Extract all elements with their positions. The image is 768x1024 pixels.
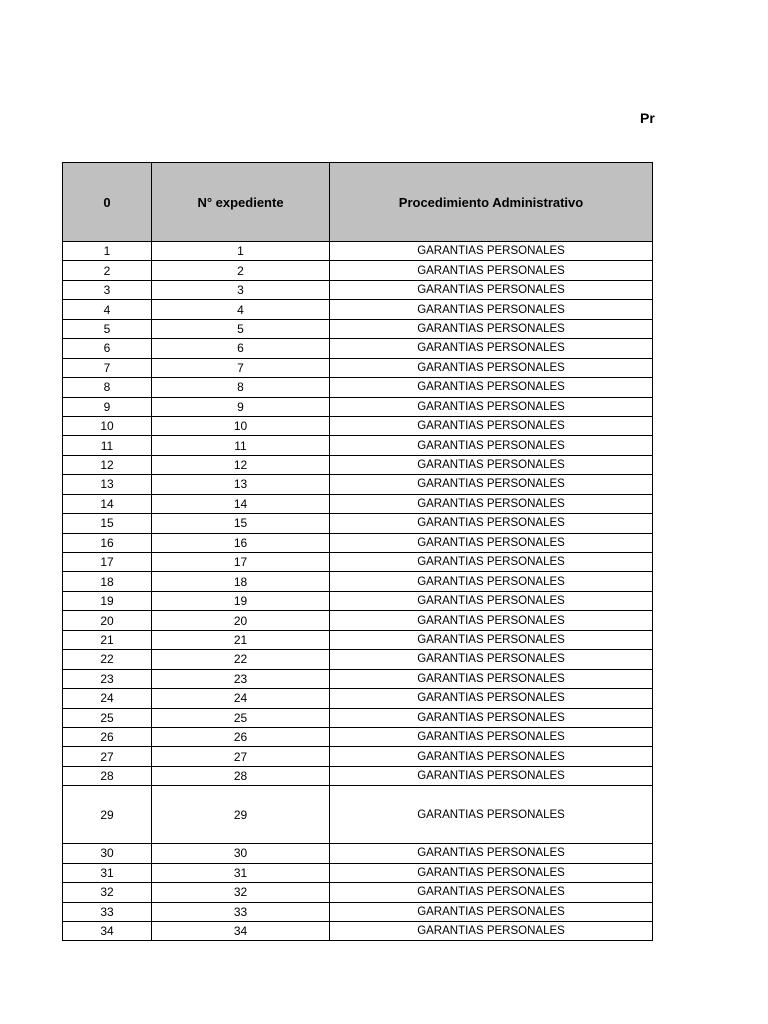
table-row — [63, 280, 653, 299]
cell-expediente: 4 — [152, 300, 330, 319]
table-row — [63, 358, 653, 377]
column-header-expediente: N° expediente — [152, 163, 330, 242]
table-row — [63, 630, 653, 649]
table-header-row — [63, 163, 653, 242]
table-row — [63, 689, 653, 708]
cell-procedimiento: GARANTIAS PERSONALES — [330, 436, 653, 455]
cell-procedimiento: GARANTIAS PERSONALES — [330, 553, 653, 572]
cell-procedimiento: GARANTIAS PERSONALES — [330, 922, 653, 941]
header-title-fragment: Pr — [640, 110, 655, 126]
cell-expediente: 25 — [152, 708, 330, 727]
cell-number: 26 — [63, 727, 152, 746]
cell-number: 34 — [63, 922, 152, 941]
cell-expediente: 2 — [152, 261, 330, 280]
table-row — [63, 844, 653, 863]
cell-number: 1 — [63, 242, 152, 261]
cell-expediente: 5 — [152, 319, 330, 338]
table-row — [63, 242, 653, 261]
cell-procedimiento: GARANTIAS PERSONALES — [330, 766, 653, 785]
cell-number: 22 — [63, 650, 152, 669]
cell-procedimiento: GARANTIAS PERSONALES — [330, 358, 653, 377]
cell-expediente: 12 — [152, 455, 330, 474]
table-row — [63, 514, 653, 533]
cell-number: 5 — [63, 319, 152, 338]
cell-expediente: 27 — [152, 747, 330, 766]
cell-procedimiento: GARANTIAS PERSONALES — [330, 863, 653, 882]
cell-number: 12 — [63, 455, 152, 474]
cell-procedimiento: GARANTIAS PERSONALES — [330, 339, 653, 358]
cell-expediente: 22 — [152, 650, 330, 669]
expedientes-table — [62, 162, 653, 941]
cell-number: 20 — [63, 611, 152, 630]
cell-expediente: 26 — [152, 727, 330, 746]
cell-expediente: 34 — [152, 922, 330, 941]
column-header-procedimiento: Procedimiento Administrativo — [330, 163, 653, 242]
cell-number: 28 — [63, 766, 152, 785]
cell-procedimiento: GARANTIAS PERSONALES — [330, 689, 653, 708]
cell-number: 8 — [63, 378, 152, 397]
cell-expediente: 30 — [152, 844, 330, 863]
cell-procedimiento: GARANTIAS PERSONALES — [330, 280, 653, 299]
cell-expediente: 10 — [152, 416, 330, 435]
cell-procedimiento: GARANTIAS PERSONALES — [330, 319, 653, 338]
cell-number: 2 — [63, 261, 152, 280]
table-body — [63, 242, 653, 941]
table-row — [63, 883, 653, 902]
cell-expediente: 19 — [152, 591, 330, 610]
cell-procedimiento: GARANTIAS PERSONALES — [330, 630, 653, 649]
table-row — [63, 902, 653, 921]
cell-procedimiento: GARANTIAS PERSONALES — [330, 669, 653, 688]
cell-procedimiento: GARANTIAS PERSONALES — [330, 844, 653, 863]
cell-number: 25 — [63, 708, 152, 727]
cell-procedimiento: GARANTIAS PERSONALES — [330, 378, 653, 397]
cell-expediente: 17 — [152, 553, 330, 572]
cell-number: 23 — [63, 669, 152, 688]
cell-expediente: 6 — [152, 339, 330, 358]
table-row — [63, 533, 653, 552]
cell-expediente: 3 — [152, 280, 330, 299]
cell-procedimiento: GARANTIAS PERSONALES — [330, 300, 653, 319]
cell-expediente: 15 — [152, 514, 330, 533]
cell-expediente: 8 — [152, 378, 330, 397]
cell-number: 27 — [63, 747, 152, 766]
cell-procedimiento: GARANTIAS PERSONALES — [330, 786, 653, 844]
cell-expediente: 29 — [152, 786, 330, 844]
table-row — [63, 766, 653, 785]
table-row — [63, 863, 653, 882]
table-row — [63, 319, 653, 338]
table-row — [63, 727, 653, 746]
cell-number: 29 — [63, 786, 152, 844]
table-row — [63, 261, 653, 280]
cell-expediente: 24 — [152, 689, 330, 708]
table-row — [63, 786, 653, 844]
cell-number: 15 — [63, 514, 152, 533]
cell-procedimiento: GARANTIAS PERSONALES — [330, 727, 653, 746]
cell-expediente: 13 — [152, 475, 330, 494]
table-row — [63, 708, 653, 727]
cell-number: 31 — [63, 863, 152, 882]
cell-number: 21 — [63, 630, 152, 649]
cell-procedimiento: GARANTIAS PERSONALES — [330, 397, 653, 416]
cell-procedimiento: GARANTIAS PERSONALES — [330, 475, 653, 494]
cell-expediente: 23 — [152, 669, 330, 688]
cell-expediente: 21 — [152, 630, 330, 649]
table-row — [63, 300, 653, 319]
cell-number: 33 — [63, 902, 152, 921]
cell-number: 3 — [63, 280, 152, 299]
cell-number: 6 — [63, 339, 152, 358]
cell-procedimiento: GARANTIAS PERSONALES — [330, 650, 653, 669]
cell-procedimiento: GARANTIAS PERSONALES — [330, 455, 653, 474]
cell-number: 32 — [63, 883, 152, 902]
table-row — [63, 475, 653, 494]
cell-number: 17 — [63, 553, 152, 572]
cell-number: 11 — [63, 436, 152, 455]
table-row — [63, 572, 653, 591]
table-row — [63, 378, 653, 397]
cell-procedimiento: GARANTIAS PERSONALES — [330, 533, 653, 552]
cell-number: 16 — [63, 533, 152, 552]
table-row — [63, 455, 653, 474]
cell-expediente: 20 — [152, 611, 330, 630]
cell-number: 24 — [63, 689, 152, 708]
cell-procedimiento: GARANTIAS PERSONALES — [330, 572, 653, 591]
cell-number: 7 — [63, 358, 152, 377]
cell-expediente: 32 — [152, 883, 330, 902]
cell-procedimiento: GARANTIAS PERSONALES — [330, 747, 653, 766]
column-header-number: 0 — [63, 163, 152, 242]
cell-expediente: 31 — [152, 863, 330, 882]
cell-expediente: 7 — [152, 358, 330, 377]
cell-number: 19 — [63, 591, 152, 610]
cell-number: 18 — [63, 572, 152, 591]
table-row — [63, 747, 653, 766]
cell-procedimiento: GARANTIAS PERSONALES — [330, 242, 653, 261]
cell-expediente: 18 — [152, 572, 330, 591]
cell-number: 13 — [63, 475, 152, 494]
cell-procedimiento: GARANTIAS PERSONALES — [330, 494, 653, 513]
cell-number: 30 — [63, 844, 152, 863]
table-row — [63, 416, 653, 435]
cell-number: 4 — [63, 300, 152, 319]
cell-expediente: 16 — [152, 533, 330, 552]
cell-expediente: 14 — [152, 494, 330, 513]
cell-procedimiento: GARANTIAS PERSONALES — [330, 416, 653, 435]
cell-expediente: 1 — [152, 242, 330, 261]
table-row — [63, 922, 653, 941]
cell-number: 9 — [63, 397, 152, 416]
table-row — [63, 650, 653, 669]
cell-expediente: 11 — [152, 436, 330, 455]
cell-expediente: 28 — [152, 766, 330, 785]
table-row — [63, 553, 653, 572]
cell-procedimiento: GARANTIAS PERSONALES — [330, 708, 653, 727]
cell-procedimiento: GARANTIAS PERSONALES — [330, 902, 653, 921]
cell-expediente: 9 — [152, 397, 330, 416]
cell-procedimiento: GARANTIAS PERSONALES — [330, 514, 653, 533]
table-row — [63, 611, 653, 630]
table-row — [63, 397, 653, 416]
table-row — [63, 494, 653, 513]
cell-procedimiento: GARANTIAS PERSONALES — [330, 883, 653, 902]
cell-procedimiento: GARANTIAS PERSONALES — [330, 591, 653, 610]
table-row — [63, 436, 653, 455]
table-row — [63, 591, 653, 610]
cell-number: 14 — [63, 494, 152, 513]
cell-expediente: 33 — [152, 902, 330, 921]
table-row — [63, 339, 653, 358]
cell-number: 10 — [63, 416, 152, 435]
cell-procedimiento: GARANTIAS PERSONALES — [330, 261, 653, 280]
table-row — [63, 669, 653, 688]
cell-procedimiento: GARANTIAS PERSONALES — [330, 611, 653, 630]
